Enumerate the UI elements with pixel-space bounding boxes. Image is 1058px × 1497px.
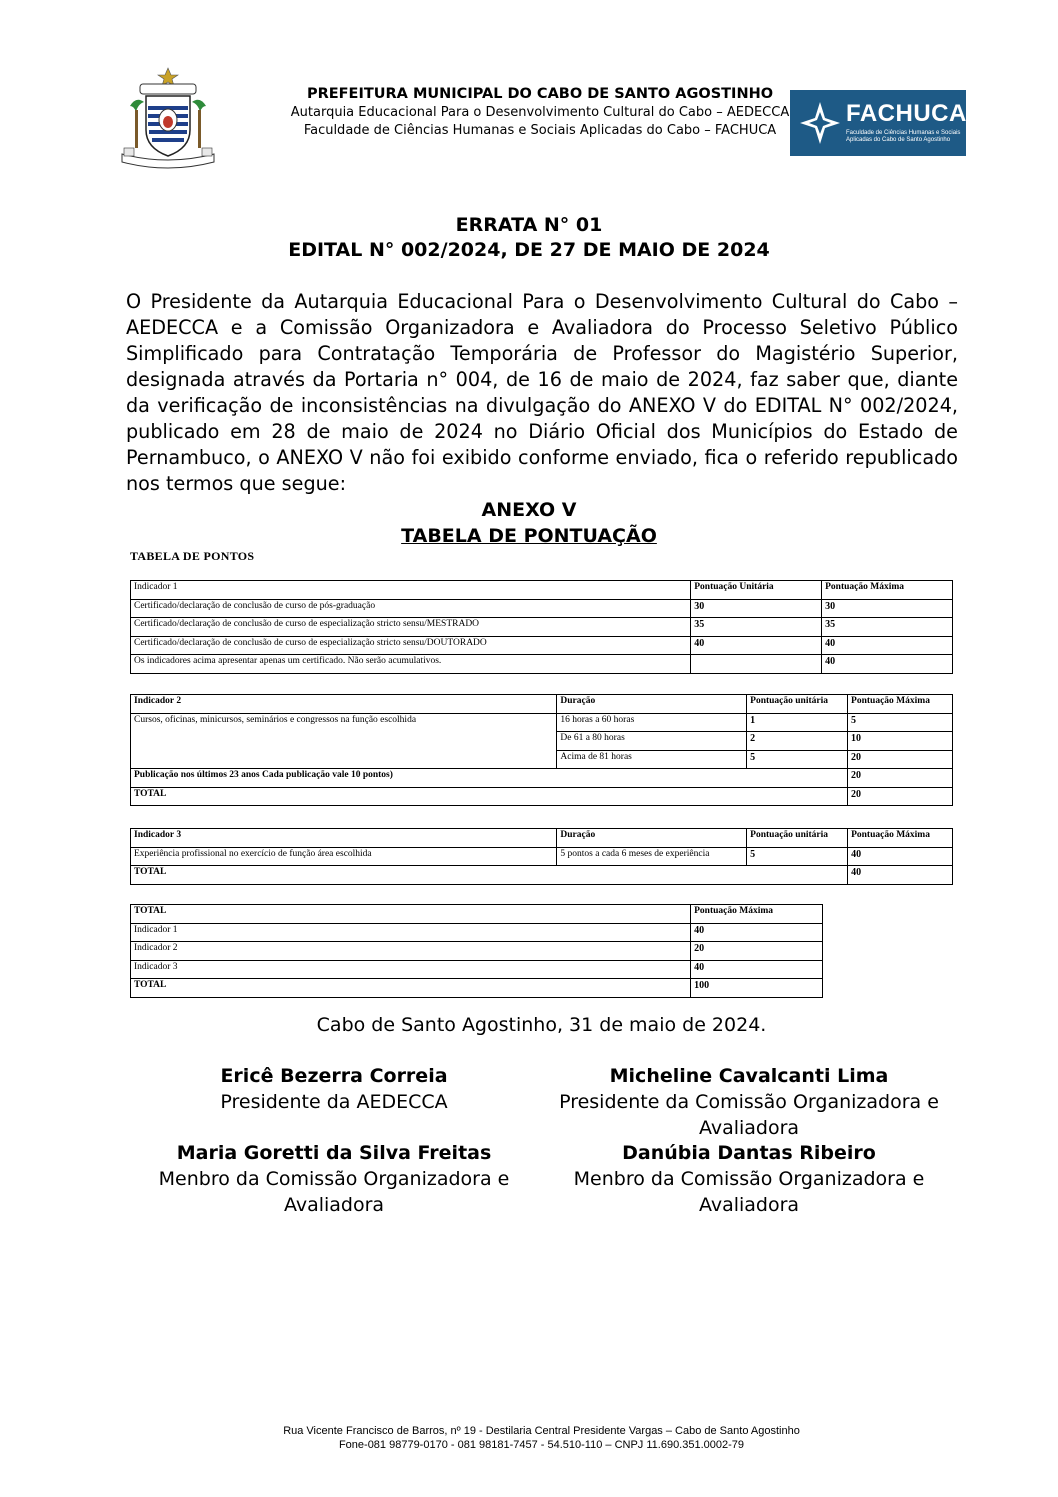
signatory-name: Ericê Bezerra Correia xyxy=(220,1065,448,1087)
table-cell: 20 xyxy=(691,942,823,961)
annex-titles xyxy=(0,497,1058,549)
table-row xyxy=(131,618,953,637)
table-cell: 40 xyxy=(848,866,953,885)
table-cell: 35 xyxy=(691,618,822,637)
body-paragraph: O Presidente da Autarquia Educacional Para o Desenvolvimento Cultural do Cabo – AEDECCA e a Comissão Organizadora e Avaliadora do Processo Seletivo Público Simplificado para Contratação Temporária de Professor do Magistério Superior, designada através da Portaria n° 004, de 16 de maio de 2024, faz saber que, diante da verificação de inconsistências na divulgação do ANEXO V do EDITAL N° 002/2024, publicado em 28 de maio de 2024 no Diário Oficial dos Municípios do Estado de Pernambuco, o ANEXO V não foi exibido conforme enviado, fica o referido republicado nos termos que segue: xyxy=(126,290,958,495)
table-cell: Indicador 3 xyxy=(131,960,691,979)
annex-subtitle: TABELA DE PONTUAÇÃO xyxy=(401,525,657,547)
table-header-row xyxy=(131,695,953,714)
footer-contact: Fone-081 98779-0170 - 081 98181-7457 - 54.510-110 – CNPJ 11.690.351.0002-79 xyxy=(338,1439,745,1451)
table-cell: Publicação nos últimos 23 anos Cada publicação vale 10 pontos) xyxy=(131,769,848,788)
table-cell: 20 xyxy=(848,769,953,788)
table-row xyxy=(131,599,953,618)
errata-title: ERRATA N° 01 xyxy=(455,214,603,236)
table-cell: 40 xyxy=(691,636,822,655)
table-cell: 20 xyxy=(848,750,953,769)
table-header-row xyxy=(131,829,953,848)
table-header-cell: Indicador 1 xyxy=(131,581,691,600)
table-cell: TOTAL xyxy=(131,979,691,998)
table-caption: TABELA DE PONTOS xyxy=(130,549,255,563)
table-header-cell: Pontuação Máxima xyxy=(822,581,953,600)
edital-title: EDITAL N° 002/2024, DE 27 DE MAIO DE 2024 xyxy=(288,239,770,261)
table-cell: Acima de 81 horas xyxy=(557,750,747,769)
table-row xyxy=(131,636,953,655)
annex-title: ANEXO V xyxy=(481,499,577,521)
fachuca-logo-word: FACHUCA xyxy=(846,100,967,127)
signatory-role: Presidente da AEDECCA xyxy=(220,1091,448,1113)
table-header-row xyxy=(131,581,953,600)
fachuca-logo-subtitle: Faculdade de Ciências Humanas e Sociais Aplicadas do Cabo de Santo Agostinho xyxy=(846,130,961,143)
table-cell: TOTAL xyxy=(131,866,848,885)
table-cell: Indicador 2 xyxy=(131,942,691,961)
table-row xyxy=(131,942,823,961)
table-header-cell: Indicador 3 xyxy=(131,829,557,848)
table-cell: Certificado/declaração de conclusão de curso de especialização stricto sensu/DOUTORADO xyxy=(131,636,691,655)
table-header-row xyxy=(131,905,823,924)
table-indicador-2 xyxy=(130,694,953,806)
table-cell: Os indicadores acima apresentar apenas um certificado. Não serão acumulativos. xyxy=(131,655,691,674)
table-cell: 1 xyxy=(747,713,848,732)
table-cell xyxy=(691,655,822,674)
table-cell: 5 xyxy=(848,713,953,732)
table-header-cell: Duração xyxy=(557,695,747,714)
table-header-cell: TOTAL xyxy=(131,905,691,924)
table-header-cell: Pontuação Máxima xyxy=(848,829,953,848)
footer-address: Rua Vicente Francisco de Barros, nº 19 - Destilaria Central Presidente Vargas – Cabo de Santo Agostinho xyxy=(283,1425,800,1437)
signatory-name: Micheline Cavalcanti Lima xyxy=(609,1065,889,1087)
fachuca-logo xyxy=(790,90,966,156)
table-cell: TOTAL xyxy=(131,787,848,806)
table-cell: 5 xyxy=(747,750,848,769)
table-row xyxy=(131,787,953,806)
table-header-cell: Pontuação unitária xyxy=(747,695,848,714)
table-row xyxy=(131,979,823,998)
table-cell: 40 xyxy=(822,636,953,655)
table-header-cell: Pontuação Máxima xyxy=(691,905,823,924)
signature-block xyxy=(124,1140,544,1218)
letterhead xyxy=(220,84,860,140)
document-titles xyxy=(0,213,1058,263)
table-row xyxy=(131,713,953,732)
table-cell: Certificado/declaração de conclusão de curso de pós-graduação xyxy=(131,599,691,618)
table-cell: De 61 a 80 horas xyxy=(557,732,747,751)
table-cell: Experiência profissional no exercício de função área escolhida xyxy=(131,847,557,866)
table-cell: 40 xyxy=(848,847,953,866)
table-header-cell: Indicador 2 xyxy=(131,695,557,714)
table-cell: 100 xyxy=(691,979,823,998)
table-cell: Certificado/declaração de conclusão de curso de especialização stricto sensu/MESTRADO xyxy=(131,618,691,637)
table-cell: Indicador 1 xyxy=(131,923,691,942)
table-row xyxy=(131,847,953,866)
table-header-cell: Duração xyxy=(557,829,747,848)
table-cell: 40 xyxy=(691,960,823,979)
table-cell: 30 xyxy=(822,599,953,618)
table-row xyxy=(131,960,823,979)
signatory-name: Danúbia Dantas Ribeiro xyxy=(622,1142,876,1164)
table-row xyxy=(131,655,953,674)
table-cell: 40 xyxy=(822,655,953,674)
table-cell: 2 xyxy=(747,732,848,751)
table-cell: 20 xyxy=(848,787,953,806)
table-cell: 30 xyxy=(691,599,822,618)
signatory-role: Menbro da Comissão Organizadora e Avaliadora xyxy=(573,1168,925,1216)
signature-block xyxy=(124,1063,544,1115)
signature-block xyxy=(539,1140,959,1218)
letterhead-subtitle-2: Faculdade de Ciências Humanas e Sociais Aplicadas do Cabo – FACHUCA xyxy=(303,123,777,138)
municipal-crest-icon xyxy=(116,66,220,170)
table-total xyxy=(130,904,823,998)
table-row xyxy=(131,866,953,885)
table-indicador-3 xyxy=(130,828,953,885)
fachuca-star-icon xyxy=(798,100,842,146)
table-header-cell: Pontuação unitária xyxy=(747,829,848,848)
table-cell: 35 xyxy=(822,618,953,637)
signatory-role: Presidente da Comissão Organizadora e Avaliadora xyxy=(559,1091,939,1139)
table-cell: 16 horas a 60 horas xyxy=(557,713,747,732)
page-footer xyxy=(0,1424,1058,1452)
table-cell: Cursos, oficinas, minicursos, seminários e congressos na função escolhida xyxy=(131,713,557,769)
table-row xyxy=(131,923,823,942)
table-cell: 10 xyxy=(848,732,953,751)
table-indicador-1 xyxy=(130,580,953,674)
table-cell: 5 pontos a cada 6 meses de experiência xyxy=(557,847,747,866)
table-cell: 40 xyxy=(691,923,823,942)
table-header-cell: Pontuação Máxima xyxy=(848,695,953,714)
signatory-name: Maria Goretti da Silva Freitas xyxy=(176,1142,492,1164)
table-row xyxy=(131,769,953,788)
table-cell: 5 xyxy=(747,847,848,866)
signatory-role: Menbro da Comissão Organizadora e Avaliadora xyxy=(158,1168,510,1216)
letterhead-title: PREFEITURA MUNICIPAL DO CABO DE SANTO AGOSTINHO xyxy=(306,86,774,102)
table-header-cell: Pontuação Unitária xyxy=(691,581,822,600)
signature-block xyxy=(539,1063,959,1141)
city-date: Cabo de Santo Agostinho, 31 de maio de 2024. xyxy=(316,1014,767,1036)
letterhead-subtitle: Autarquia Educacional Para o Desenvolvimento Cultural do Cabo – AEDECCA xyxy=(290,105,790,120)
